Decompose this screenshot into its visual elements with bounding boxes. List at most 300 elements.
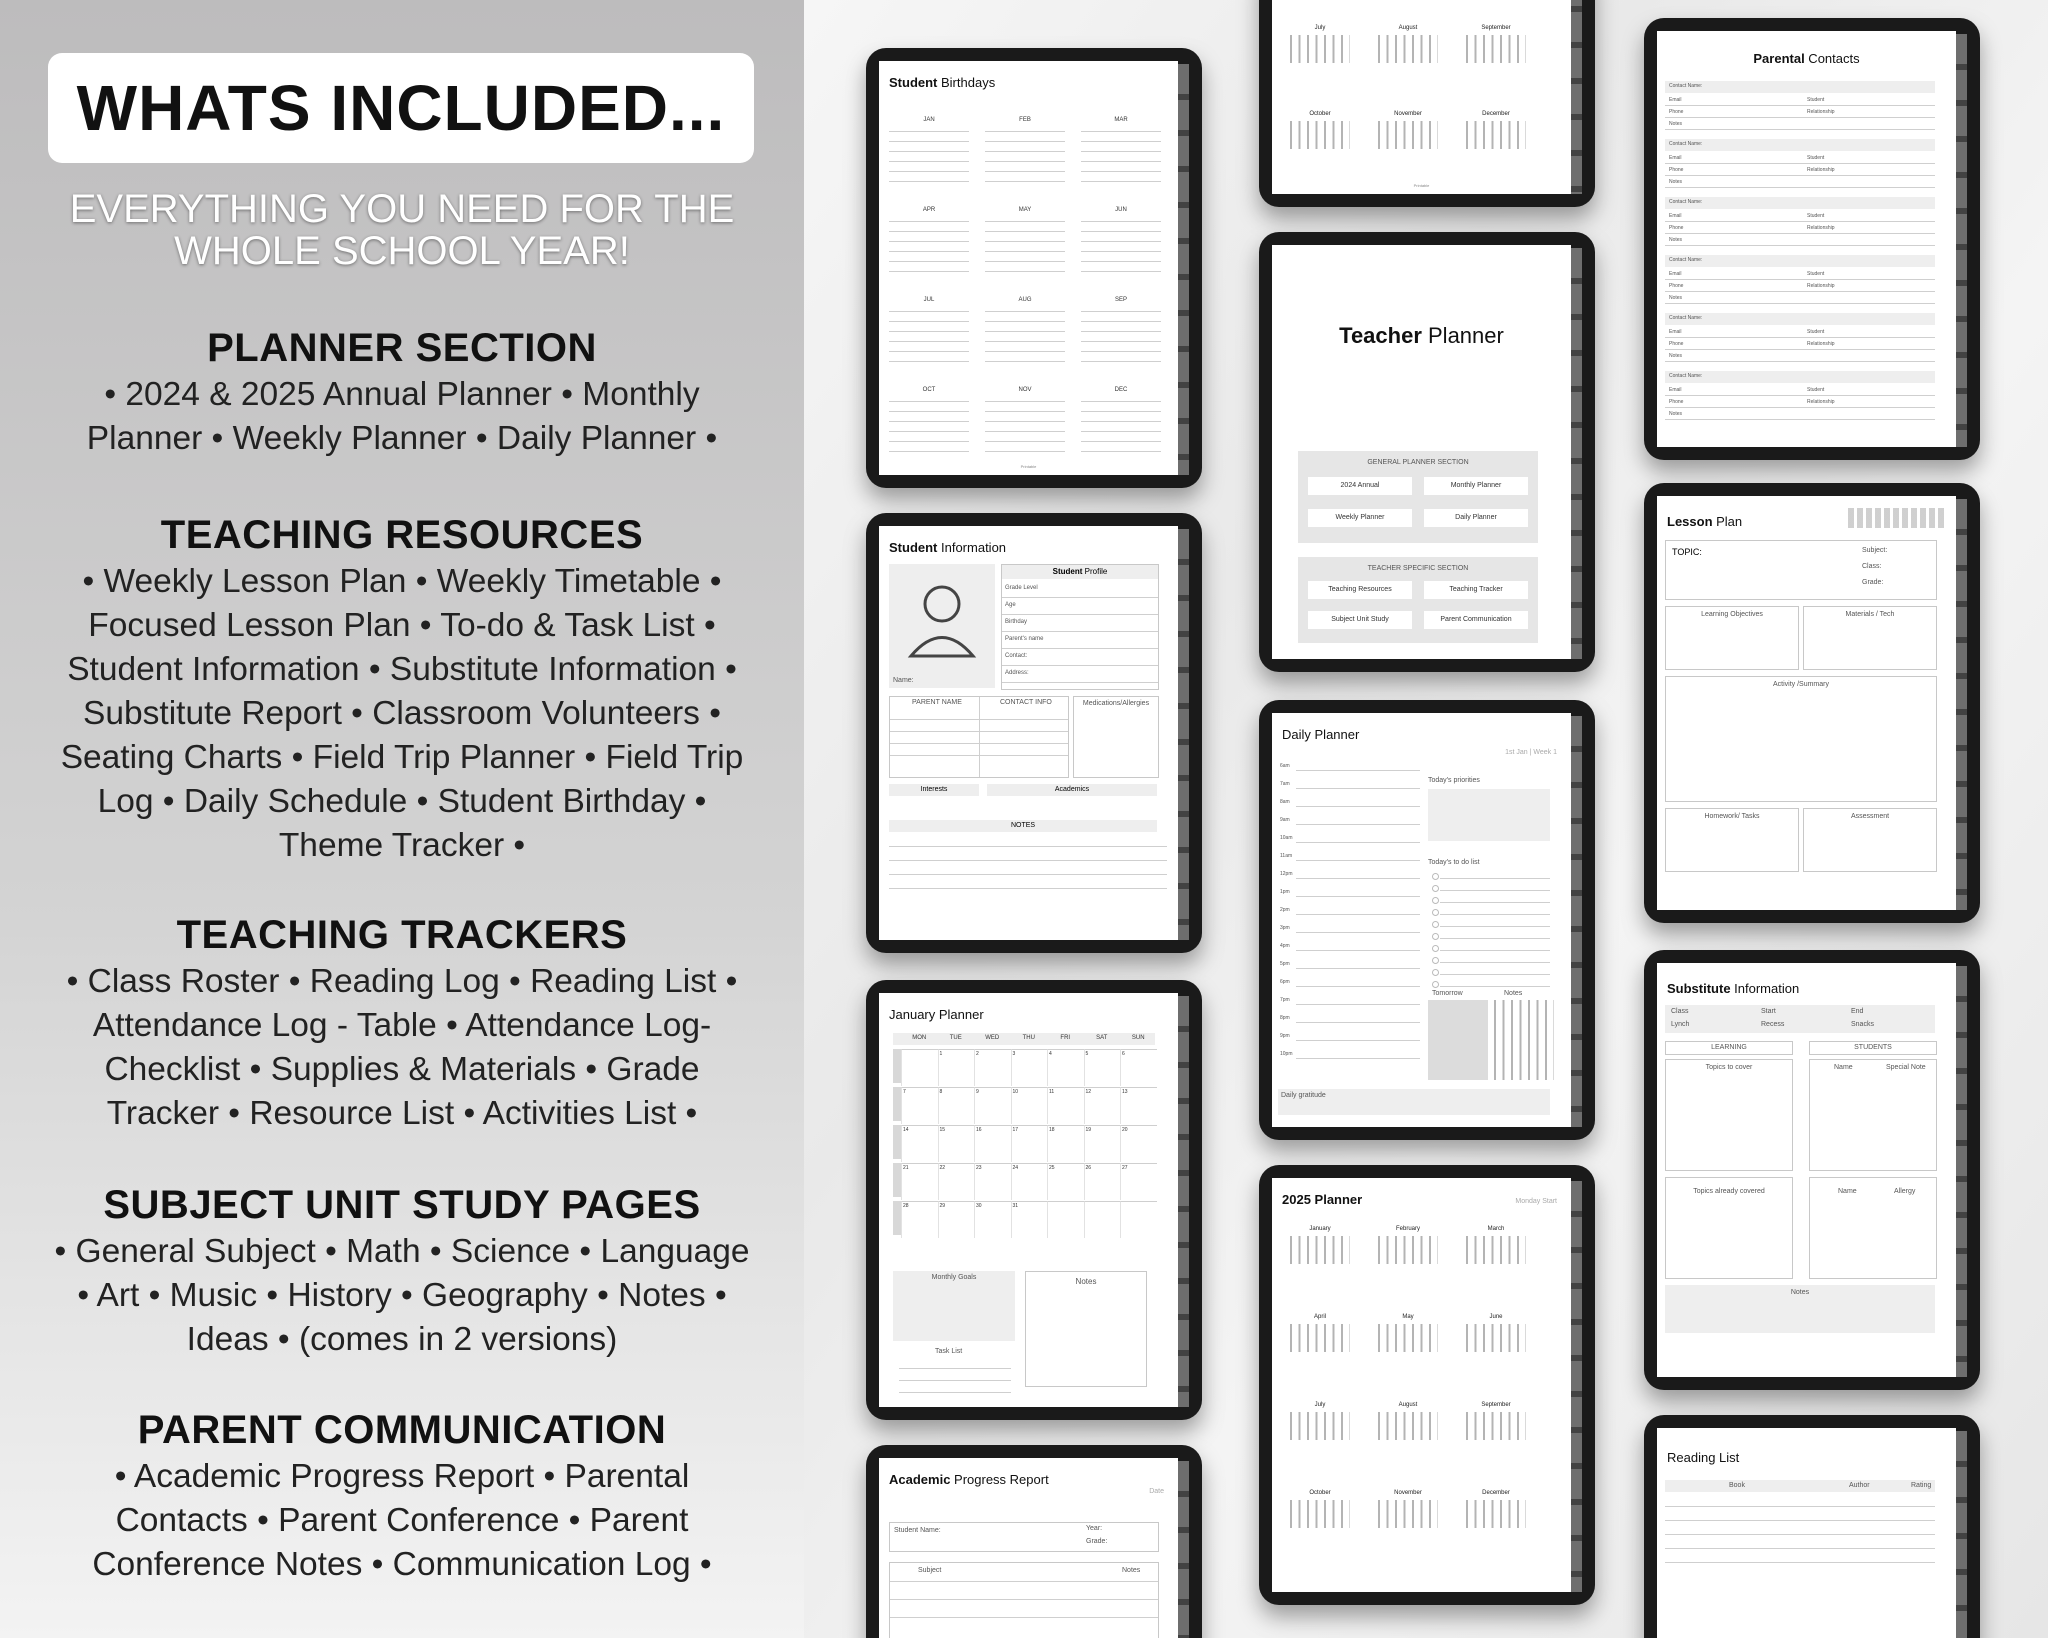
side-tab-bar[interactable]: [1178, 529, 1189, 940]
entry-line: [1081, 441, 1161, 442]
phone-label: Phone: [1669, 341, 1684, 347]
screen: [1657, 1428, 1956, 1638]
profile-header: Student Profile: [1002, 565, 1158, 579]
month-label: NOV: [1018, 387, 1032, 393]
contact-header: [1665, 255, 1935, 267]
side-tab-bar[interactable]: [1956, 499, 1967, 910]
interests-label: Interests: [889, 784, 979, 796]
body-line: Attendance Log - Table • Attendance Log-: [92, 1007, 712, 1044]
gratitude-box: [1278, 1089, 1550, 1115]
entry-line: [985, 261, 1065, 262]
entry-line: [889, 441, 969, 442]
month-name: December: [1482, 1490, 1510, 1496]
student-label: Student: [1807, 155, 1825, 161]
weekday-label: SUN: [1131, 1035, 1145, 1041]
body-line: Ideas • (comes in 2 versions): [186, 1321, 618, 1358]
daily-planner-button[interactable]: Daily Planner: [1424, 509, 1528, 527]
entry-line: [1081, 161, 1161, 162]
cover-title: Teacher Planner: [1339, 323, 1504, 348]
week-marker: [893, 1087, 901, 1121]
tomorrow-box: [1428, 1000, 1488, 1080]
day-number: 11: [1049, 1089, 1055, 1095]
divider: [1665, 291, 1935, 292]
day-grid: [1466, 35, 1526, 63]
week-marker: [893, 1049, 901, 1083]
entry-line: [985, 131, 1065, 132]
hour-label: 4pm: [1280, 943, 1290, 949]
screen: [1272, 1178, 1571, 1592]
students-notes-box: [1809, 1059, 1937, 1171]
entry-line: [1081, 361, 1161, 362]
email-label: Email: [1669, 271, 1682, 277]
body-line: • Art • Music • History • Geography • Notes •: [77, 1277, 727, 1314]
teaching-resources-button[interactable]: Teaching Resources: [1308, 581, 1412, 599]
side-tab-bar[interactable]: [1178, 1461, 1189, 1638]
hour-label: 10am: [1280, 835, 1293, 841]
day-number: 27: [1122, 1165, 1128, 1171]
month-label: DEC: [1114, 387, 1128, 393]
body-line: Theme Tracker •: [278, 827, 526, 864]
body-line: • 2024 & 2025 Annual Planner • Monthly: [104, 376, 700, 413]
monthly-planner-button[interactable]: Monthly Planner: [1424, 477, 1528, 495]
day-grid: [1466, 1500, 1526, 1528]
topics-cover-label: Topics to cover: [1705, 1064, 1753, 1071]
day-number: 25: [1049, 1165, 1055, 1171]
hour-label: 12pm: [1280, 871, 1293, 877]
entry-line: [889, 431, 969, 432]
body-line: Conference Notes • Communication Log •: [92, 1546, 712, 1583]
day-number: 10: [1012, 1089, 1019, 1095]
profile-field-label: Grade Level: [1005, 585, 1038, 591]
day-number: 3: [1012, 1051, 1016, 1057]
divider: [1665, 233, 1935, 234]
entry-line: [889, 351, 969, 352]
day-number: 18: [1049, 1127, 1055, 1133]
hour-label: 11am: [1280, 853, 1293, 859]
entry-line: [889, 411, 969, 412]
notes-label: Notes: [1669, 411, 1683, 417]
entry-line: [889, 141, 969, 142]
relationship-label: Relationship: [1807, 225, 1835, 231]
contact-header: [1665, 313, 1935, 325]
notes-label: Notes: [1669, 353, 1683, 359]
task-list-label: Task List: [935, 1348, 963, 1355]
day-grid: [1466, 121, 1526, 149]
side-tab-bar[interactable]: [1956, 966, 1967, 1377]
todo-checkbox[interactable]: [1432, 969, 1439, 976]
profile-field-label: Parent's name: [1005, 636, 1044, 642]
relationship-label: Relationship: [1807, 341, 1835, 347]
assessment-box: [1803, 808, 1937, 872]
divider: [1665, 129, 1935, 130]
notes-label: Notes: [1790, 1289, 1810, 1296]
tablet-annual-calendar-top: [1259, 0, 1595, 207]
day-grid: [1290, 121, 1350, 149]
hour-line: [1296, 842, 1420, 843]
entry-line: [1081, 311, 1161, 312]
activity-label: Activity /Summary: [1772, 681, 1829, 688]
day-cell: [901, 1087, 938, 1124]
day-number: 14: [903, 1127, 909, 1133]
entry-line: [985, 241, 1065, 242]
phone-label: Phone: [1669, 399, 1684, 405]
contact-header: [1665, 81, 1935, 93]
contact-name-label: Contact Name:: [1669, 83, 1703, 89]
screen: [1272, 245, 1571, 659]
assessment-label: Assessment: [1850, 813, 1890, 820]
page-title: Daily Planner: [1282, 727, 1360, 742]
priorities-box: [1428, 789, 1550, 841]
month-name: February: [1395, 1226, 1420, 1232]
entry-line: [985, 221, 1065, 222]
day-cell: [974, 1049, 1011, 1086]
parent-communication-button[interactable]: Parent Communication: [1424, 611, 1528, 629]
page-title: Academic Progress Report: [889, 1472, 1049, 1487]
entry-line: [889, 241, 969, 242]
hour-label: 8pm: [1280, 1015, 1290, 1021]
page-title: Lesson Plan: [1667, 514, 1743, 529]
rating-header: Rating: [1911, 1482, 1932, 1489]
todo-checkbox[interactable]: [1432, 897, 1439, 904]
entry-line: [985, 441, 1065, 442]
side-tab-bar[interactable]: [1571, 248, 1582, 659]
day-number: 28: [903, 1203, 909, 1209]
weekday-label: THU: [1022, 1035, 1035, 1041]
section-body-trackers: [40, 960, 764, 1136]
day-number: 24: [1012, 1165, 1019, 1171]
month-label: SEP: [1114, 297, 1127, 303]
entry-line: [985, 451, 1065, 452]
entry-line: [1081, 351, 1161, 352]
contact-info-header: CONTACT INFO: [1000, 699, 1052, 706]
entry-line: [985, 311, 1065, 312]
entry-line: [889, 251, 969, 252]
subject-unit-study-button[interactable]: Subject Unit Study: [1308, 611, 1412, 629]
hour-label: 5pm: [1280, 961, 1290, 967]
day-number: 8: [939, 1089, 943, 1095]
side-tab-bar[interactable]: [1178, 996, 1189, 1407]
topics-covered-label: Topics already covered: [1693, 1188, 1765, 1195]
hour-line: [1296, 770, 1420, 771]
hour-line: [1296, 950, 1420, 951]
weekly-planner-button[interactable]: Weekly Planner: [1308, 509, 1412, 527]
month-name: March: [1487, 1226, 1505, 1232]
allergy-header: Allergy: [1894, 1188, 1916, 1195]
month-name: September: [1481, 25, 1511, 31]
section-body-parent: [40, 1455, 764, 1587]
todo-line: [1440, 950, 1550, 951]
tablet-january-planner: [866, 980, 1202, 1420]
general-planner-section: [1298, 451, 1538, 543]
relationship-label: Relationship: [1807, 399, 1835, 405]
notes-label: Notes: [1669, 295, 1683, 301]
todo-checkbox[interactable]: [1432, 957, 1439, 964]
day-number: 6: [1122, 1051, 1125, 1057]
month-name: October: [1309, 1490, 1331, 1496]
entry-line: [1081, 251, 1161, 252]
author-header: Author: [1849, 1482, 1870, 1489]
hour-label: 7am: [1280, 781, 1290, 787]
field-line: [1002, 614, 1158, 615]
entry-line: [1081, 141, 1161, 142]
screen: [1272, 713, 1571, 1127]
end-label: End: [1851, 1008, 1864, 1015]
side-tab-bar[interactable]: [1571, 0, 1582, 194]
day-grid: [1378, 1236, 1438, 1264]
tablet-lesson-plan: [1644, 483, 1980, 923]
hour-line: [1296, 968, 1420, 969]
tablet-teacher-planner: [1259, 232, 1595, 672]
todo-line: [1440, 902, 1550, 903]
date-label: Date: [1149, 1488, 1164, 1495]
entry-line: [889, 151, 969, 152]
screen: [879, 61, 1178, 475]
student-label: Student: [1807, 213, 1825, 219]
entry-line: [889, 451, 969, 452]
contact-name-label: Contact Name:: [1669, 257, 1703, 263]
entry-line: [1081, 321, 1161, 322]
day-number: 4: [1049, 1051, 1052, 1057]
todo-checkbox[interactable]: [1432, 885, 1439, 892]
month-label: JAN: [923, 117, 935, 123]
weekday-label: WED: [985, 1035, 1000, 1041]
side-tab-bar[interactable]: [1178, 64, 1189, 475]
student-name-label: Student Name:: [894, 1527, 941, 1534]
divider: [1665, 117, 1935, 118]
relationship-label: Relationship: [1807, 167, 1835, 173]
objectives-box: [1665, 606, 1799, 670]
book-header: Book: [1729, 1482, 1745, 1489]
day-grid: [1290, 1236, 1350, 1264]
hour-label: 9pm: [1280, 1033, 1290, 1039]
week-selector[interactable]: [1848, 508, 1944, 528]
month-label: JUL: [923, 297, 935, 303]
divider: [1665, 361, 1935, 362]
relationship-label: Relationship: [1807, 283, 1835, 289]
day-grid: [1378, 1500, 1438, 1528]
week-marker: [893, 1201, 901, 1235]
todo-checkbox[interactable]: [1432, 921, 1439, 928]
hour-label: 9am: [1280, 817, 1290, 823]
day-number: 2: [976, 1051, 979, 1057]
page-title: 2025 Planner: [1282, 1192, 1363, 1207]
body-line: Contacts • Parent Conference • Parent: [115, 1502, 689, 1539]
entry-line: [1081, 271, 1161, 272]
students-header: [1809, 1041, 1937, 1055]
section-heading-trackers: TEACHING TRACKERS: [176, 913, 628, 957]
month-name: July: [1314, 1402, 1326, 1408]
day-grid: [1290, 1500, 1350, 1528]
month-name: November: [1394, 111, 1422, 117]
todo-label: Today's to do list: [1428, 859, 1480, 866]
tablet-student-birthdays: [866, 48, 1202, 488]
day-number: 23: [976, 1165, 982, 1171]
monthly-goals-label: Monthly Goals: [931, 1274, 977, 1281]
divider: [1665, 105, 1935, 106]
teaching-tracker-button[interactable]: Teaching Tracker: [1424, 581, 1528, 599]
annual-2024-button[interactable]: 2024 Annual: [1308, 477, 1412, 495]
day-number: 26: [1085, 1165, 1092, 1171]
month-label: FEB: [1019, 117, 1031, 123]
month-name: November: [1394, 1490, 1422, 1496]
teacher-section-label: TEACHER SPECIFIC SECTION: [1367, 565, 1469, 572]
hour-line: [1296, 932, 1420, 933]
class-label: Class: [1671, 1008, 1689, 1015]
entry-line: [985, 421, 1065, 422]
contact-header: [1665, 371, 1935, 383]
day-number: 19: [1085, 1127, 1092, 1133]
entry-line: [1081, 411, 1161, 412]
section-heading-planner: PLANNER SECTION: [207, 326, 597, 370]
entry-line: [1081, 171, 1161, 172]
side-tab-bar[interactable]: [1956, 1431, 1967, 1638]
user-icon: [889, 564, 995, 688]
hour-line: [1296, 896, 1420, 897]
tablet-mockups: [804, 0, 2048, 1638]
hour-line: [1296, 1022, 1420, 1023]
entry-line: [889, 361, 969, 362]
entry-line: [889, 171, 969, 172]
tomorrow-label: Tomorrow: [1432, 990, 1463, 997]
todo-line: [1440, 890, 1550, 891]
tablet-parental-contacts: [1644, 18, 1980, 460]
section-heading-resources: TEACHING RESOURCES: [160, 513, 644, 557]
side-tab-bar[interactable]: [1956, 34, 1967, 447]
entry-line: [1081, 231, 1161, 232]
day-grid: [1378, 121, 1438, 149]
entry-line: [1081, 221, 1161, 222]
day-cell: [938, 1049, 975, 1086]
screen: [1657, 31, 1956, 447]
page-title: Parental Contacts: [1753, 51, 1860, 66]
month-name: September: [1481, 1402, 1511, 1408]
day-grid: [1290, 1324, 1350, 1352]
entry-line: [889, 421, 969, 422]
entry-line: [1081, 241, 1161, 242]
parent-name-header: PARENT NAME: [912, 699, 962, 706]
todo-checkbox[interactable]: [1432, 945, 1439, 952]
entry-line: [889, 271, 969, 272]
screen: [879, 993, 1178, 1407]
materials-label: Materials / Tech: [1845, 611, 1895, 618]
allergy-box: [1809, 1177, 1937, 1279]
entry-line: [889, 331, 969, 332]
topic-box: [1665, 540, 1937, 600]
gratitude-label: Daily gratitude: [1281, 1092, 1326, 1099]
academics-label: Academics: [987, 784, 1157, 796]
name-header: Name: [1838, 1188, 1857, 1195]
divider: [1665, 303, 1935, 304]
students-label: STUDENTS: [1854, 1044, 1892, 1051]
body-line: • Weekly Lesson Plan • Weekly Timetable •: [82, 563, 722, 600]
day-number: 7: [903, 1089, 906, 1095]
hour-line: [1296, 1058, 1420, 1059]
entry-line: [889, 341, 969, 342]
hour-label: 10pm: [1280, 1051, 1293, 1057]
parent-table: [889, 696, 1069, 778]
todo-checkbox[interactable]: [1432, 933, 1439, 940]
tablet-substitute-information: [1644, 950, 1980, 1390]
entry-line: [889, 221, 969, 222]
month-name: October: [1309, 111, 1331, 117]
hour-line: [1296, 1004, 1420, 1005]
subtitle-line-1: EVERYTHING YOU NEED FOR THE: [69, 187, 735, 231]
notes-label: Notes: [1669, 179, 1683, 185]
profile-field-label: Birthday: [1005, 619, 1028, 625]
entry-line: [889, 181, 969, 182]
general-section-label: GENERAL PLANNER SECTION: [1367, 459, 1469, 466]
side-tab-bar[interactable]: [1571, 1181, 1582, 1592]
todo-line: [1440, 878, 1550, 879]
divider: [1665, 349, 1935, 350]
body-line: Log • Daily Schedule • Student Birthday •: [97, 783, 707, 820]
divider: [1665, 407, 1935, 408]
day-number: 9: [976, 1089, 979, 1095]
week-marker: [893, 1125, 901, 1159]
day-grid: [1378, 1412, 1438, 1440]
student-label: Student: [1807, 271, 1825, 277]
objectives-label: Learning Objectives: [1701, 611, 1763, 618]
subtitle: [0, 188, 804, 272]
learning-label: LEARNING: [1711, 1044, 1747, 1051]
todo-checkbox[interactable]: [1432, 909, 1439, 916]
body-line: Seating Charts • Field Trip Planner • Field Trip: [60, 739, 744, 776]
day-number: 15: [939, 1127, 946, 1133]
todo-line: [1440, 914, 1550, 915]
side-tab-bar[interactable]: [1571, 716, 1582, 1127]
week-start-label: Monday Start: [1515, 1198, 1557, 1205]
entry-line: [889, 161, 969, 162]
entry-line: [985, 251, 1065, 252]
day-number: 21: [903, 1165, 909, 1171]
topics-cover-box: [1665, 1059, 1793, 1171]
section-heading-subject: SUBJECT UNIT STUDY PAGES: [103, 1183, 701, 1227]
start-label: Start: [1761, 1008, 1776, 1015]
contact-name-label: Contact Name:: [1669, 315, 1703, 321]
month-name: July: [1314, 25, 1326, 31]
month-name: December: [1482, 111, 1510, 117]
main-title: WHATS INCLUDED...: [76, 72, 726, 144]
day-cell: [1084, 1049, 1121, 1086]
medications-label: Medications/Allergies: [1082, 700, 1150, 707]
page-title: Student Information: [889, 540, 1007, 555]
todo-line: [1440, 986, 1550, 987]
day-number: 31: [1012, 1203, 1019, 1209]
body-line: • Class Roster • Reading Log • Reading List •: [66, 963, 738, 1000]
hour-label: 2pm: [1280, 907, 1290, 913]
day-cell: [1047, 1201, 1084, 1238]
homework-label: Homework/ Tasks: [1704, 813, 1760, 820]
subject-table: [889, 1562, 1159, 1638]
todo-line: [1440, 926, 1550, 927]
entry-line: [985, 271, 1065, 272]
todo-checkbox[interactable]: [1432, 873, 1439, 880]
todo-checkbox[interactable]: [1432, 981, 1439, 988]
email-label: Email: [1669, 155, 1682, 161]
notes-dot-grid: [1494, 1000, 1554, 1080]
entry-line: [1081, 181, 1161, 182]
section-body-subject: [40, 1230, 764, 1362]
phone-label: Phone: [1669, 109, 1684, 115]
hour-line: [1296, 824, 1420, 825]
screen: [879, 1458, 1178, 1638]
weekday-label: TUE: [949, 1035, 962, 1041]
page-title: Substitute Information: [1667, 981, 1800, 996]
month-name: June: [1489, 1314, 1503, 1320]
entry-line: [985, 321, 1065, 322]
contact-name-label: Contact Name:: [1669, 141, 1703, 147]
tablet-daily-planner: [1259, 700, 1595, 1140]
